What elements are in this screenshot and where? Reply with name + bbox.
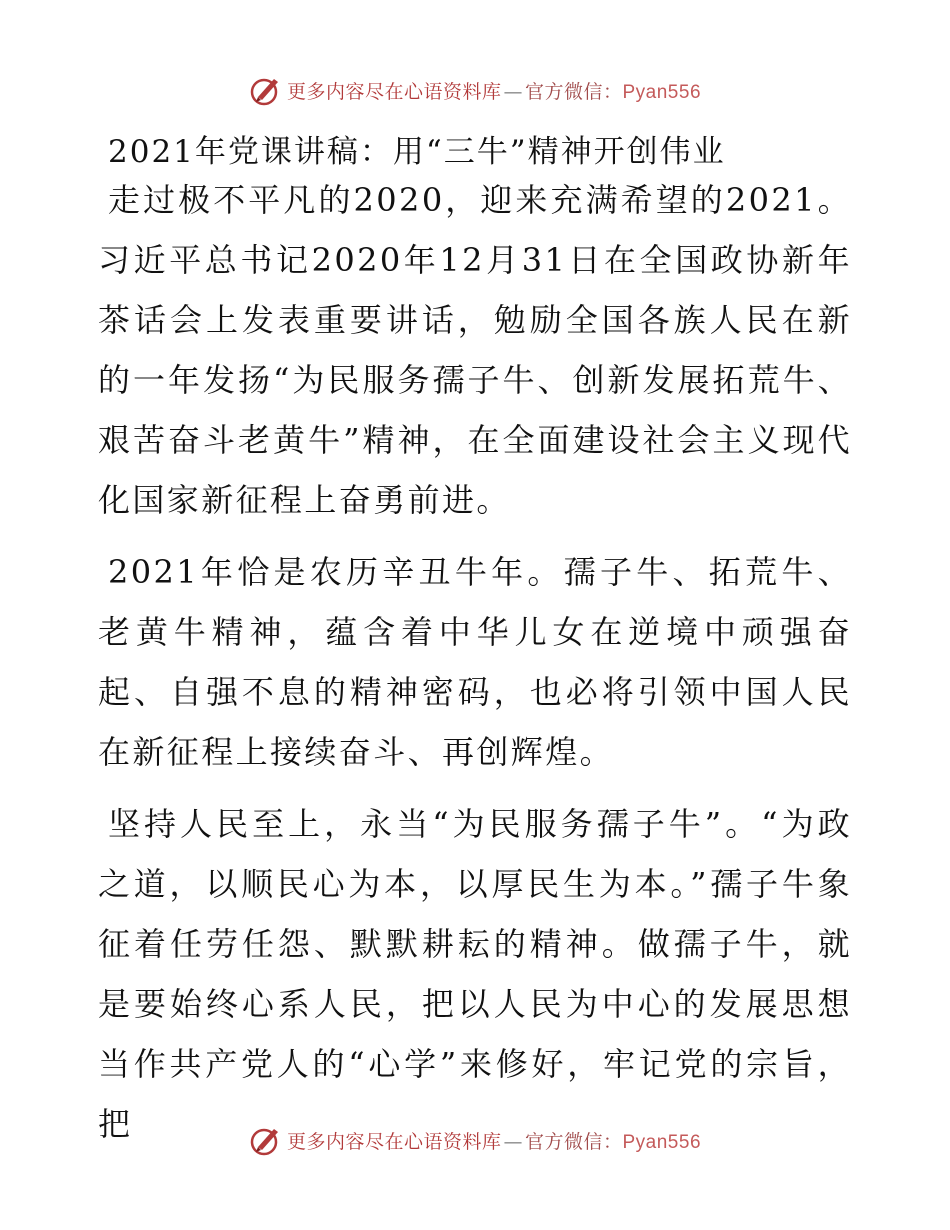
document-body <box>98 170 852 1166</box>
paragraph-1: 走过极不平凡的2020，迎来充满希望的2021。习近平总书记2020年12月31日在全国政协新年茶话会上发表重要讲话，勉励全国各族人民在新的一年发扬“为民服务孺子牛、创新发展拓荒牛、艰苦奋斗老黄牛”精神，在全面建设社会主义现代化国家新征程上奋勇前进。 <box>98 181 852 519</box>
banner-main-text: 更多内容尽在心语资料库 <box>286 80 502 103</box>
banner-label: 官方微信： <box>524 1130 623 1153</box>
banner-separator: — <box>503 80 523 103</box>
paragraph-3: 坚持人民至上，永当“为民服务孺子牛”。“为政之道，以顺民心为本，以厚民生为本。”孺子牛象征着任劳任怨、默默耕耘的精神。做孺子牛，就是要始终心系人民，把以人民为中心的发展思想当作共产党人的“心学”来修好，牢记党的宗旨，把 <box>98 805 852 1143</box>
banner-wechat-id: Pyan556 <box>622 1131 702 1153</box>
banner-text <box>287 77 701 104</box>
banner-separator: — <box>503 1130 523 1153</box>
banner-text <box>287 1127 701 1154</box>
document-title: 2021年党课讲稿：用“三牛”精神开创伟业 <box>108 134 726 170</box>
banner-label: 官方微信： <box>524 80 623 103</box>
footer-banner <box>0 1120 950 1160</box>
header-banner <box>0 70 950 110</box>
banner-main-text: 更多内容尽在心语资料库 <box>286 1130 502 1153</box>
pen-logo-icon <box>249 73 283 107</box>
pen-logo-icon <box>249 1123 283 1157</box>
banner-wechat-id: Pyan556 <box>622 81 702 103</box>
paragraph-2: 2021年恰是农历辛丑牛年。孺子牛、拓荒牛、老黄牛精神，蕴含着中华儿女在逆境中顽强奋起、自强不息的精神密码，也必将引领中国人民在新征程上接续奋斗、再创辉煌。 <box>98 553 852 771</box>
